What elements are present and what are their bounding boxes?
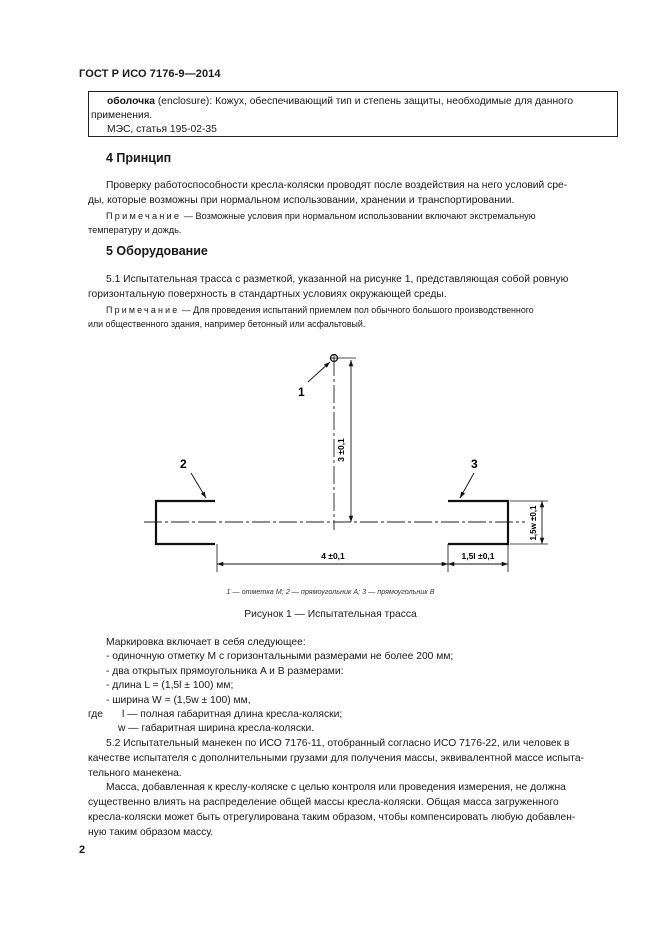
dim-horizontal-label: 4 ±0,1 <box>321 551 345 561</box>
callout-1: 1 <box>298 385 305 399</box>
definition-line-1 <box>107 95 617 109</box>
section-5-1-line-1: 5.1 Испытательная трасса с разметкой, указанной на рисунке 1, представляющая собой ровную <box>106 274 569 285</box>
section-5-title: 5 Оборудование <box>106 244 208 258</box>
definition-box <box>88 91 618 137</box>
marking-item-1: - одиночную отметку M с горизонтальными размерами не более 200 мм; <box>106 651 454 662</box>
section-4-para-line-2: ды, которые возможны при нормальном использовании, хранении и транспортировании. <box>88 195 515 206</box>
callout-2: 2 <box>180 457 187 471</box>
marking-item-2: - два открытых прямоугольника A и B размерами: <box>106 666 344 677</box>
marking-where: где <box>88 709 104 720</box>
figure-legend: 1 — отметка M; 2 — прямоугольник A; 3 — прямоугольник B <box>226 587 435 596</box>
callout-3: 3 <box>471 457 478 471</box>
note-label: Примечание <box>106 211 182 221</box>
document-code: ГОСТ Р ИСО 7176-9—2014 <box>79 68 221 80</box>
section-5-note-line-1 <box>106 303 614 318</box>
note-text: — Возможные условия при нормальном использовании включают экстремальную <box>181 211 536 221</box>
marking-intro: Маркировка включает в себя следующее: <box>106 637 306 648</box>
section-4-title: 4 Принцип <box>106 151 172 165</box>
marking-item-3: - длина L = (1,5l ± 100) мм; <box>106 680 234 691</box>
dim-vertical-label: 3 ±0,1 <box>336 438 346 462</box>
marking-item-4: - ширина W = (1,5w ± 100) мм, <box>106 695 251 706</box>
section-4-para-line-1: Проверку работоспособности кресла-коляски проводят после воздействия на него условий сре- <box>106 180 568 191</box>
section-5-note-line-2: или общественного здания, например бетонный или асфальтовый. <box>88 319 366 329</box>
callout-3-leader <box>460 473 474 498</box>
note-label: Примечание <box>106 305 180 315</box>
mass-para-line-4: ную таким образом массу. <box>88 827 214 838</box>
note-text: — Для проведения испытаний приемлем пол обычного большого производственного <box>179 305 534 315</box>
marking-where-1: l — полная габаритная длина кресла-коляски; <box>122 709 343 720</box>
section-5-2-line-1: 5.2 Испытательный манекен по ИСО 7176-11, отобранный согласно ИСО 7176-22, или человек в <box>106 738 570 749</box>
test-track-figure <box>0 340 661 590</box>
figure-title: Рисунок 1 — Испытательная трасса <box>244 609 417 620</box>
rectangle-a <box>156 501 215 544</box>
section-5-2-line-2: качестве испытателя с дополнительными грузами для получения массы, эквивалентной массе испыта- <box>88 753 585 764</box>
mass-para-line-3: кресла-коляски может быть отрегулирована таким образом, чтобы компенсировать любую добавлен- <box>88 812 576 823</box>
mass-para-line-1: Масса, добавленная к креслу-коляске с целью контроля или проведения измерения, не должна <box>106 782 566 793</box>
definition-line-2: применения. <box>91 110 153 121</box>
definition-term: оболочка <box>107 96 155 107</box>
definition-text-1: Кожух, обеспечивающий тип и степень защиты, необходимые для данного <box>215 96 574 107</box>
rectangle-b <box>448 501 508 544</box>
section-4-note-line-2: температуру и дождь. <box>88 225 182 235</box>
marking-where-2: w — габаритная ширина кресла-коляски. <box>118 723 315 734</box>
dim-side-label: 1,5w ±0,1 <box>529 505 538 541</box>
definition-term-en: (enclosure): <box>154 96 216 107</box>
section-5-1-line-2: горизонтальную поверхность в стандартных условиях окружающей среды. <box>88 289 447 300</box>
dim-small-label: 1,5l ±0,1 <box>461 551 495 561</box>
page-number: 2 <box>79 844 86 856</box>
callout-1-leader <box>308 362 330 382</box>
callout-2-leader <box>191 473 206 498</box>
section-5-2-line-3: тельного манекена. <box>88 768 182 779</box>
section-4-note-line-1 <box>106 209 614 224</box>
definition-source: МЭС, статья 195-02-35 <box>107 124 217 135</box>
mass-para-line-2: существенно влиять на распределение общей массы кресла-коляски. Общая масса загруженного <box>88 797 559 808</box>
